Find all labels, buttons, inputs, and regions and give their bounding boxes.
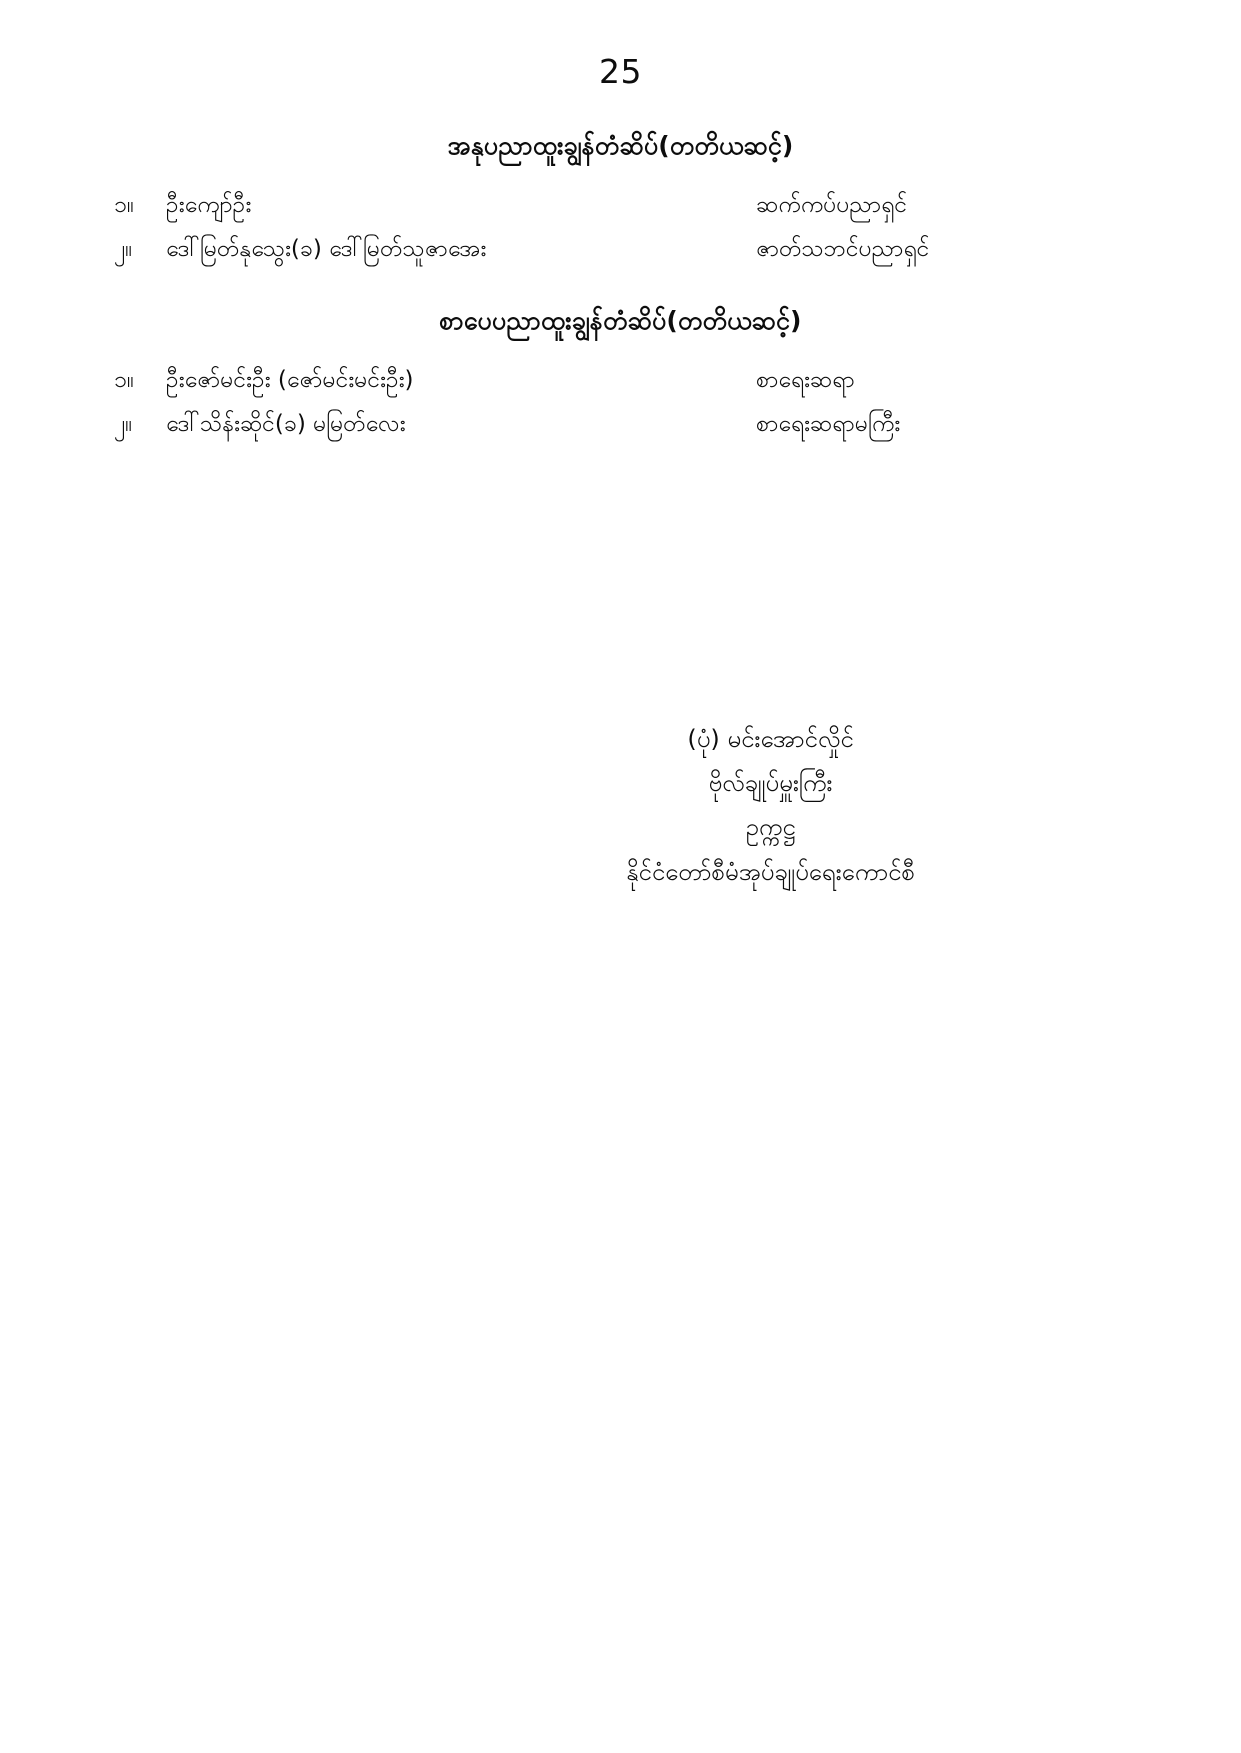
award-list-art [96, 185, 1145, 270]
entry-role: ဇာတ်သဘင်ပညာရှင် [756, 235, 930, 262]
signature-organization: နိုင်ငံတော်စီမံအုပ်ချုပ်ရေးကောင်စီ [626, 857, 915, 886]
list-item [96, 185, 1145, 225]
entry-number: ၂။ [114, 235, 133, 262]
signature-rank: ဗိုလ်ချုပ်မှူးကြီး [708, 768, 833, 797]
section-heading-literature: စာပေပညာထူးချွန်တံဆိပ်(တတိယဆင့်) [439, 306, 802, 336]
entry-number: ၁။ [114, 367, 134, 394]
entry-role: စာရေးဆရာမကြီး [756, 411, 901, 438]
entry-number: ၁။ [114, 191, 134, 218]
section-heading-art: အနုပညာထူးချွန်တံဆိပ်(တတိယဆင့်) [447, 130, 794, 160]
list-item [96, 404, 1145, 444]
list-item [96, 229, 1145, 269]
award-list-literature [96, 360, 1145, 445]
entry-name: ဦးဇော်မင်းဦး (ဇော်မင်းမင်းဦး) [166, 367, 414, 394]
entry-role: စာရေးဆရာ [756, 367, 855, 394]
entry-number: ၂။ [114, 411, 133, 438]
entry-name: ဒေါ်မြတ်နုသွေး(ခ) ဒေါ်မြတ်သူဇာအေး [166, 235, 487, 262]
signature-block [96, 717, 1145, 895]
signature-position: ဥက္ကဋ္ဌ [745, 813, 796, 842]
list-item [96, 360, 1145, 400]
entry-name: ဦးကျော်ဦး [166, 191, 252, 218]
entry-name: ဒေါ်သိန်းဆိုင်(ခ) မမြတ်လေး [166, 411, 406, 438]
entry-role: ဆက်ကပ်ပညာရှင် [756, 191, 908, 218]
page-number: 25 [599, 52, 642, 91]
signature-name: (ပုံ) မင်းအောင်လှိုင် [687, 724, 854, 753]
